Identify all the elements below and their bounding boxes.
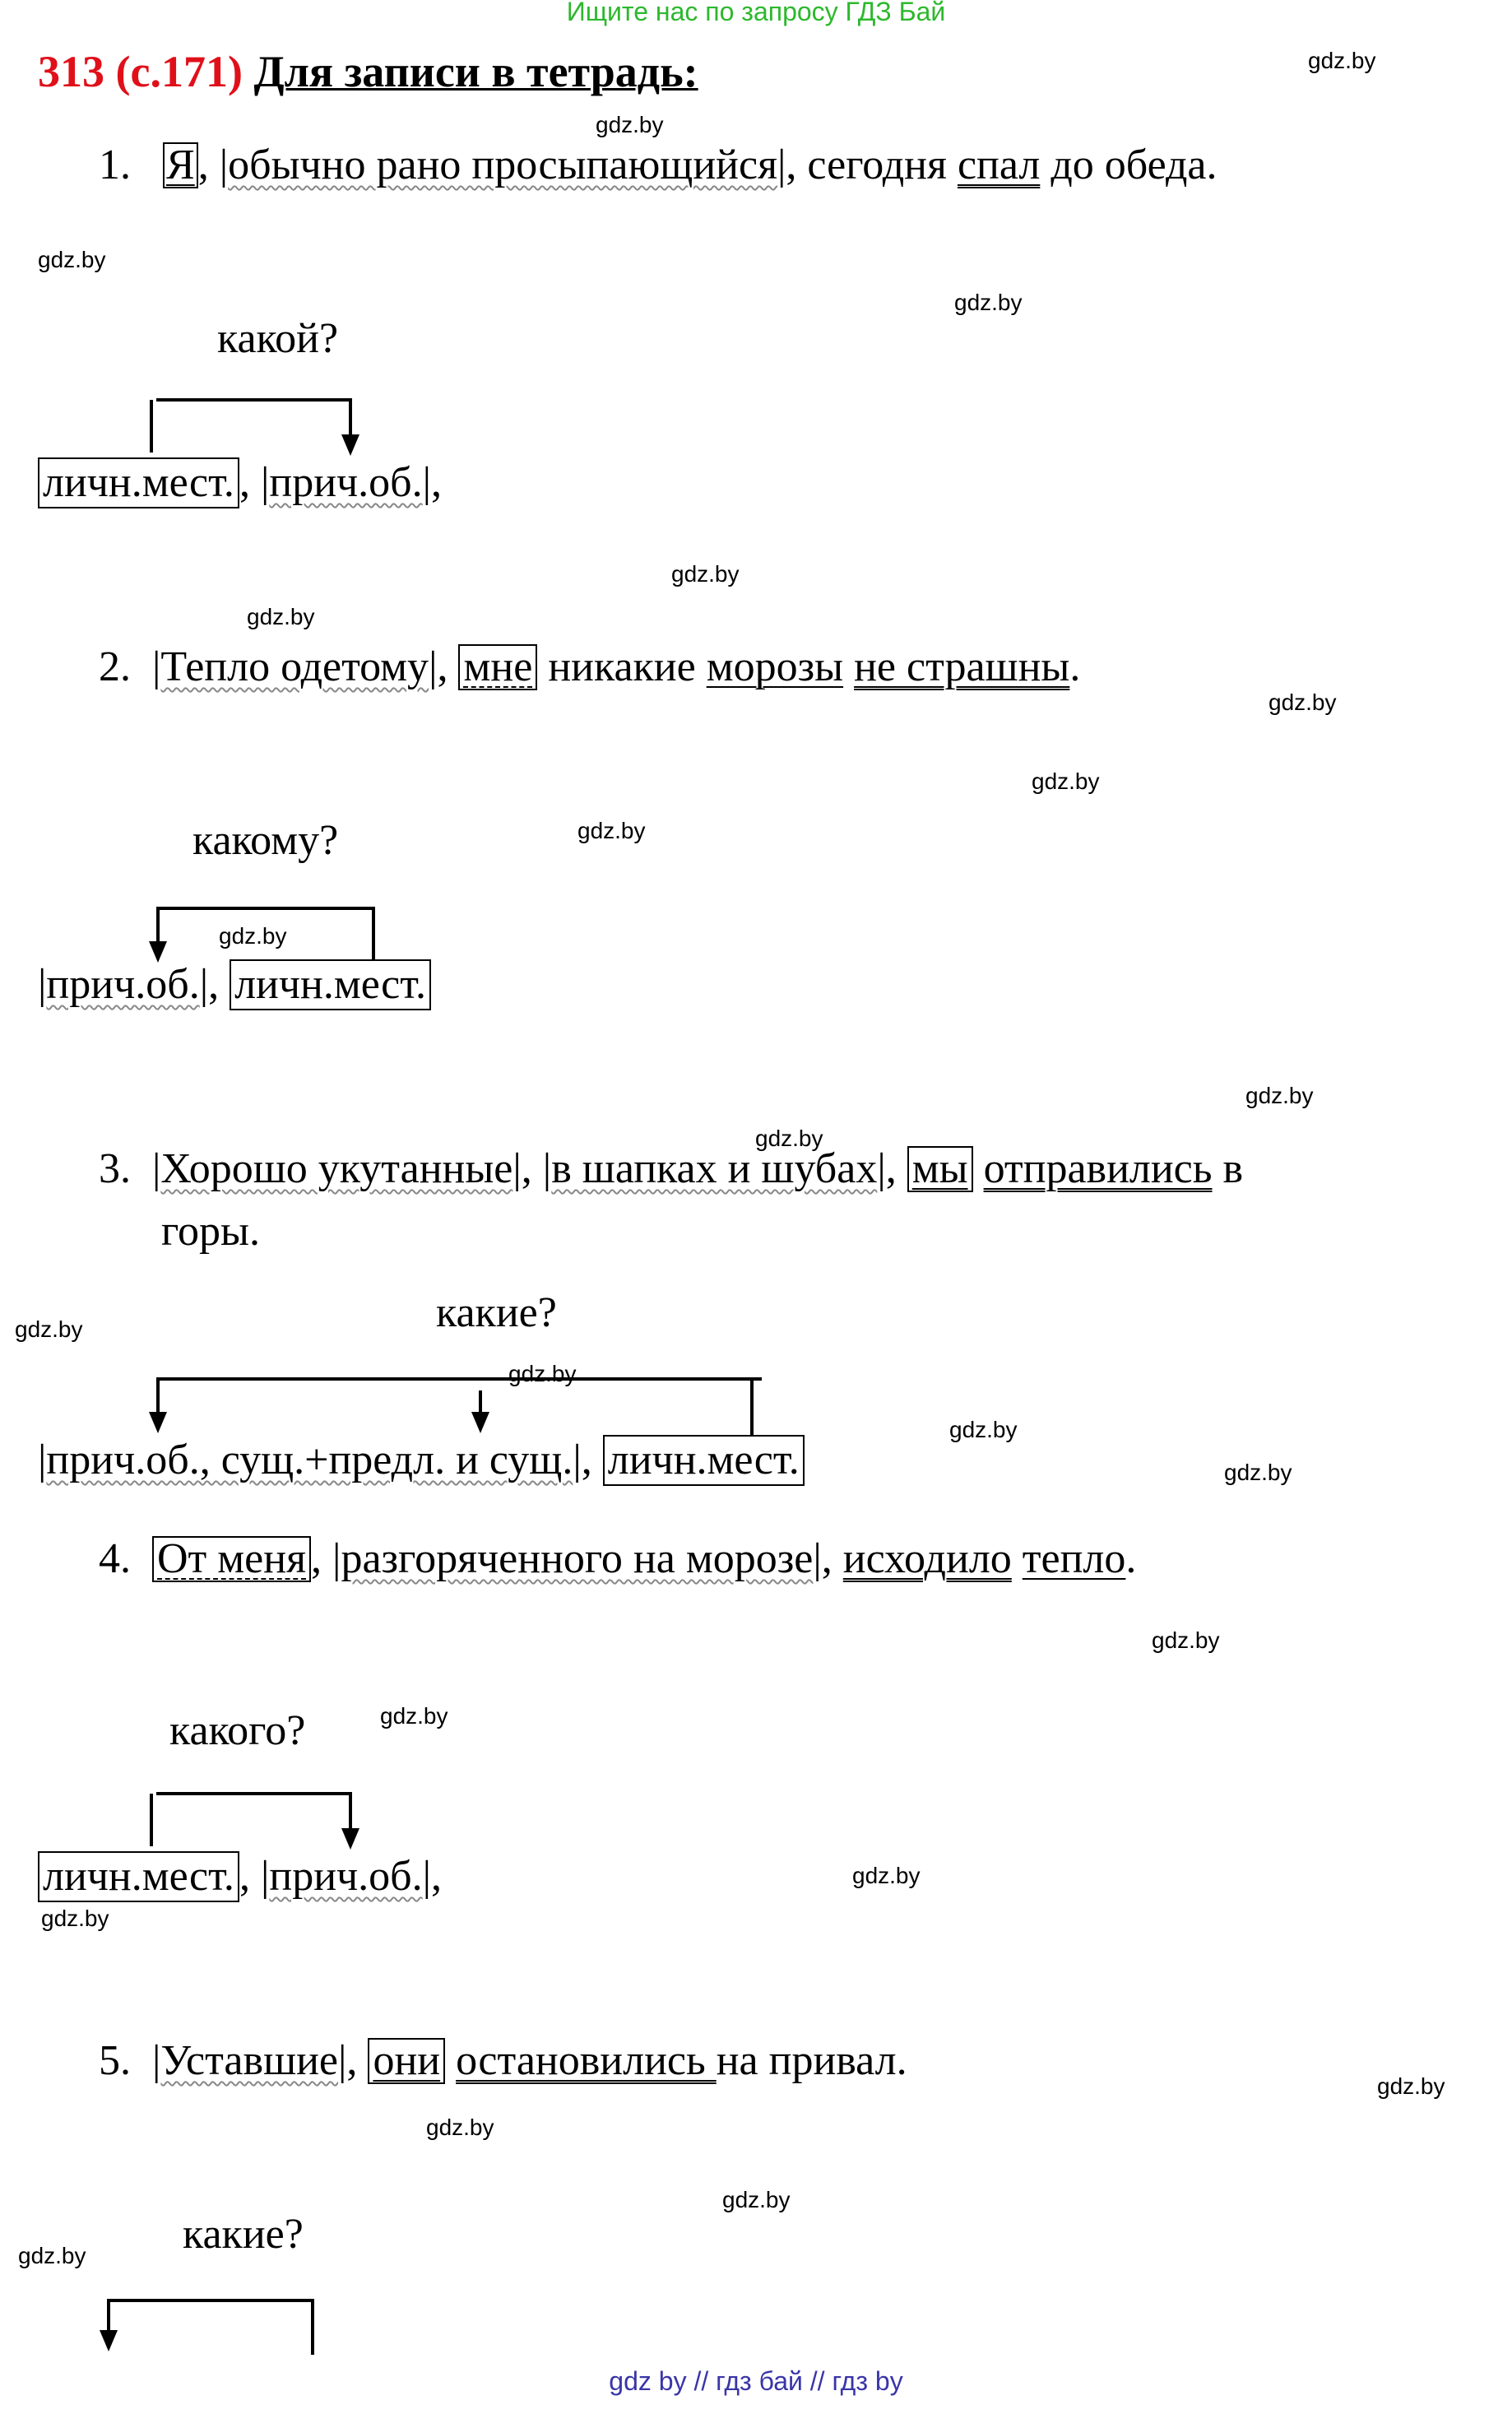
- participle-phrase: обычно рано просыпающийся: [228, 142, 777, 188]
- scheme-pronoun: личн.мест.: [38, 457, 239, 508]
- watermark: gdz.by: [247, 604, 315, 629]
- arrow-icon: [100, 2330, 118, 2351]
- exercise-number: 313 (с.171): [38, 47, 243, 96]
- watermark: gdz.by: [1224, 1460, 1292, 1485]
- subject-pronoun: Я: [163, 142, 198, 188]
- footer-links[interactable]: gdz by // гдз бай // гдз by: [609, 2366, 903, 2396]
- scheme-line: [150, 400, 153, 453]
- top-banner[interactable]: Ищите нас по запросу ГДЗ Бай: [566, 0, 946, 26]
- scheme-pronoun: личн.мест.: [230, 959, 431, 1010]
- participle-phrase: Хорошо укутанные: [160, 1145, 513, 1192]
- scheme-line: [107, 2299, 110, 2332]
- predicate: исходило: [842, 1535, 1012, 1582]
- scheme-line: [372, 907, 375, 959]
- arrow-icon: [149, 1412, 167, 1433]
- scheme-participle: прич.об.: [46, 961, 200, 1008]
- watermark: gdz.by: [1308, 48, 1376, 73]
- watermark: gdz.by: [722, 2187, 791, 2212]
- scheme-2: |прич.об.|, личн.мест.: [38, 959, 431, 1010]
- participle-phrase: разгоряченного на морозе: [341, 1535, 814, 1582]
- question-2: какому?: [192, 817, 339, 864]
- watermark: gdz.by: [426, 2115, 494, 2140]
- question-5: какие?: [183, 2211, 304, 2258]
- sentence-3: 3. |Хорошо укутанные|, |в шапках и шубах|, мы отправились в: [99, 1145, 1244, 1192]
- question-4: какого?: [169, 1707, 306, 1754]
- subject: тепло: [1022, 1535, 1126, 1582]
- scheme-line: [349, 1792, 352, 1830]
- predicate: спал: [957, 142, 1041, 188]
- watermark: gdz.by: [1245, 1083, 1314, 1108]
- predicate: остановились: [456, 2037, 717, 2084]
- scheme-1: личн.мест. , |прич.об.|,: [38, 457, 442, 508]
- scheme-line: [156, 907, 373, 910]
- scheme-pronoun: личн.мест.: [603, 1435, 805, 1486]
- predicate: отправились: [983, 1145, 1213, 1192]
- watermark: gdz.by: [1377, 2073, 1445, 2099]
- scheme-line: [750, 1377, 754, 1435]
- sentence-1: 1. Я, |обычно рано просыпающийся|, сегодня спал до обеда.: [99, 142, 1217, 188]
- watermark: gdz.by: [18, 2243, 86, 2268]
- scheme-line: [156, 1792, 350, 1795]
- scheme-line: [479, 1390, 482, 1414]
- scheme-participle: прич.об.: [269, 1853, 423, 1900]
- scheme-3: |прич.об., сущ.+предл. и сущ.|, личн.мест.: [38, 1435, 805, 1486]
- participle: Уставшие: [160, 2037, 339, 2084]
- scheme-line: [150, 1794, 153, 1846]
- arrow-icon: [471, 1412, 489, 1433]
- subject-pronoun: они: [368, 2038, 445, 2084]
- scheme-line: [107, 2299, 314, 2302]
- item-number: 1.: [99, 142, 131, 188]
- watermark: gdz.by: [577, 818, 646, 843]
- predicate: не страшны: [854, 643, 1070, 690]
- watermark: gdz.by: [671, 561, 740, 587]
- scheme-line: [311, 2299, 314, 2355]
- scheme-participle: прич.об., сущ.+предл. и сущ.: [46, 1437, 573, 1483]
- watermark: gdz.by: [1032, 768, 1100, 794]
- arrow-icon: [341, 434, 359, 456]
- subject-pronoun: мы: [907, 1146, 973, 1192]
- sentence-3-line-2: горы.: [161, 1208, 260, 1255]
- sentence-4: 4. От меня , |разгоряченного на морозе|, исходило тепло.: [99, 1535, 1137, 1582]
- exercise-heading: [38, 46, 698, 97]
- sentence-2: 2. |Тепло одетому|, мне никакие морозы не страшны.: [99, 643, 1081, 690]
- watermark: gdz.by: [508, 1361, 577, 1386]
- watermark: gdz.by: [596, 112, 664, 137]
- watermark: gdz.by: [380, 1703, 448, 1729]
- scheme-line: [156, 1377, 160, 1414]
- watermark: gdz.by: [954, 290, 1023, 315]
- watermark: gdz.by: [219, 923, 287, 949]
- subject: морозы: [706, 643, 844, 690]
- watermark: gdz.by: [1269, 689, 1337, 715]
- question-3: какие?: [436, 1289, 557, 1336]
- watermark: gdz.by: [1152, 1627, 1220, 1653]
- watermark: gdz.by: [38, 247, 106, 272]
- watermark: gdz.by: [949, 1417, 1018, 1442]
- watermark: gdz.by: [41, 1906, 109, 1931]
- arrow-icon: [341, 1828, 359, 1850]
- scheme-line: [156, 398, 350, 402]
- pronoun: мне: [458, 644, 537, 690]
- watermark: gdz.by: [15, 1316, 83, 1342]
- watermark: gdz.by: [755, 1126, 823, 1151]
- scheme-participle: прич.об.: [269, 459, 423, 506]
- scheme-line: [156, 1377, 762, 1381]
- watermark: gdz.by: [852, 1863, 921, 1888]
- scheme-4: личн.мест. , |прич.об.|,: [38, 1851, 442, 1902]
- participle-phrase: Тепло одетому: [160, 643, 429, 690]
- exercise-title: Для записи в тетрадь:: [253, 47, 698, 96]
- pronoun: От меня: [152, 1536, 311, 1582]
- scheme-line: [349, 398, 352, 436]
- question-1: какой?: [217, 315, 339, 362]
- scheme-pronoun: личн.мест.: [38, 1851, 239, 1902]
- scheme-line: [156, 907, 160, 943]
- sentence-5: 5. |Уставшие|, они остановились на привал.: [99, 2037, 907, 2084]
- noun-phrase: в шапках и шубах: [551, 1145, 878, 1192]
